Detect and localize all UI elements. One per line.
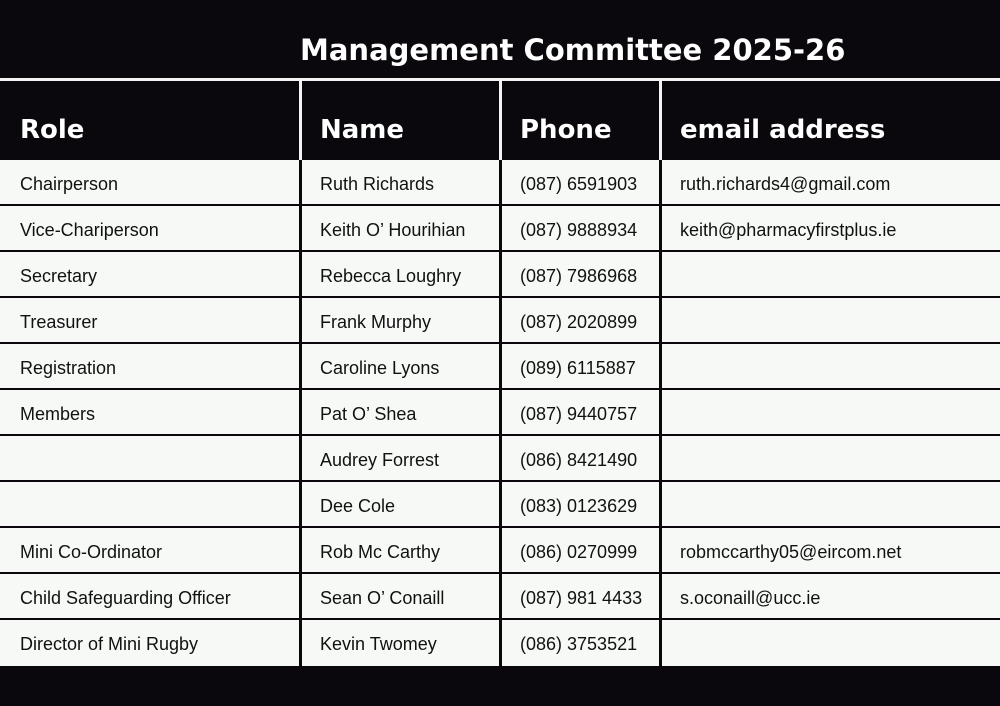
cell-email [660, 436, 1000, 480]
cell-email [660, 620, 1000, 664]
column-divider [659, 252, 662, 298]
cell-phone: (087) 7986968 [520, 266, 638, 286]
column-divider [499, 574, 502, 620]
cell-name: Keith O’ Hourihian [320, 220, 466, 240]
cell-role: Director of Mini Rugby [20, 634, 199, 654]
cell-phone: (087) 6591903 [520, 174, 638, 194]
column-divider [299, 298, 302, 344]
table-row [0, 206, 1000, 252]
page-title: Management Committee 2025-26 [300, 33, 846, 67]
cell-phone: (083) 0123629 [520, 496, 638, 516]
cell-role [0, 482, 299, 526]
cell-name: Pat O’ Shea [320, 404, 417, 424]
cell-name: Sean O’ Conaill [320, 588, 445, 608]
column-divider [659, 160, 662, 206]
cell-email [660, 482, 1000, 526]
cell-role: Treasurer [20, 312, 98, 332]
footer-bar [0, 667, 1000, 706]
table-row [0, 482, 1000, 528]
column-divider [499, 620, 502, 666]
cell-phone: (086) 3753521 [520, 634, 638, 654]
cell-role: Registration [20, 358, 117, 378]
column-divider [499, 436, 502, 482]
column-divider [299, 482, 302, 528]
cell-email: ruth.richards4@gmail.com [680, 174, 891, 194]
column-divider [299, 574, 302, 620]
cell-name: Rebecca Loughry [320, 266, 462, 286]
cell-name: Frank Murphy [320, 312, 432, 332]
column-divider [659, 574, 662, 620]
cell-email [660, 344, 1000, 388]
cell-name: Kevin Twomey [320, 634, 437, 654]
column-header-role: Role [20, 115, 85, 145]
column-divider [499, 344, 502, 390]
cell-name: Dee Cole [320, 496, 396, 516]
column-divider [499, 528, 502, 574]
cell-phone: (089) 6115887 [520, 358, 636, 378]
column-divider [499, 252, 502, 298]
column-divider [659, 298, 662, 344]
column-divider [499, 206, 502, 252]
column-divider [299, 528, 302, 574]
column-divider [659, 436, 662, 482]
cell-role: Members [20, 404, 96, 424]
column-divider [499, 160, 502, 206]
cell-name: Rob Mc Carthy [320, 542, 441, 562]
cell-phone: (087) 2020899 [520, 312, 638, 332]
column-divider [659, 344, 662, 390]
cell-role: Vice-Chariperson [20, 220, 159, 240]
column-divider [299, 620, 302, 666]
column-divider [659, 620, 662, 666]
cell-email [660, 298, 1000, 342]
cell-role: Secretary [20, 266, 98, 286]
table-row [0, 252, 1000, 298]
column-divider [299, 390, 302, 436]
cell-role: Mini Co-Ordinator [20, 542, 163, 562]
table-row [0, 390, 1000, 436]
cell-role [0, 436, 299, 480]
column-divider [299, 160, 302, 206]
column-divider [299, 436, 302, 482]
cell-email [660, 390, 1000, 434]
column-divider [499, 298, 502, 344]
cell-phone: (087) 9440757 [520, 404, 638, 424]
column-header-name: Name [320, 115, 405, 145]
cell-phone: (086) 8421490 [520, 450, 638, 470]
column-divider [659, 390, 662, 436]
cell-email [660, 252, 1000, 296]
cell-role: Chairperson [20, 174, 119, 194]
column-divider [299, 344, 302, 390]
cell-name: Ruth Richards [320, 174, 435, 194]
column-divider [659, 482, 662, 528]
cell-phone: (087) 981 4433 [520, 588, 643, 608]
column-header-email: email address [680, 115, 886, 145]
cell-name: Audrey Forrest [320, 450, 440, 470]
table-row [0, 574, 1000, 620]
column-header-phone: Phone [520, 115, 612, 145]
cell-name: Caroline Lyons [320, 358, 440, 378]
table-row [0, 620, 1000, 666]
cell-phone: (086) 0270999 [520, 542, 638, 562]
column-divider [659, 206, 662, 252]
column-divider [499, 482, 502, 528]
cell-phone: (087) 9888934 [520, 220, 638, 240]
column-divider [499, 390, 502, 436]
table-row [0, 344, 1000, 390]
cell-email: s.oconaill@ucc.ie [680, 588, 821, 608]
committee-table-body [0, 160, 1000, 666]
cell-role: Child Safeguarding Officer [20, 588, 231, 608]
cell-email: robmccarthy05@eircom.net [680, 542, 902, 562]
table-row [0, 298, 1000, 344]
table-row [0, 528, 1000, 574]
cell-email: keith@pharmacyfirstplus.ie [680, 220, 897, 240]
column-divider [299, 206, 302, 252]
table-row [0, 436, 1000, 482]
column-divider [659, 528, 662, 574]
table-row [0, 160, 1000, 206]
column-divider [299, 252, 302, 298]
